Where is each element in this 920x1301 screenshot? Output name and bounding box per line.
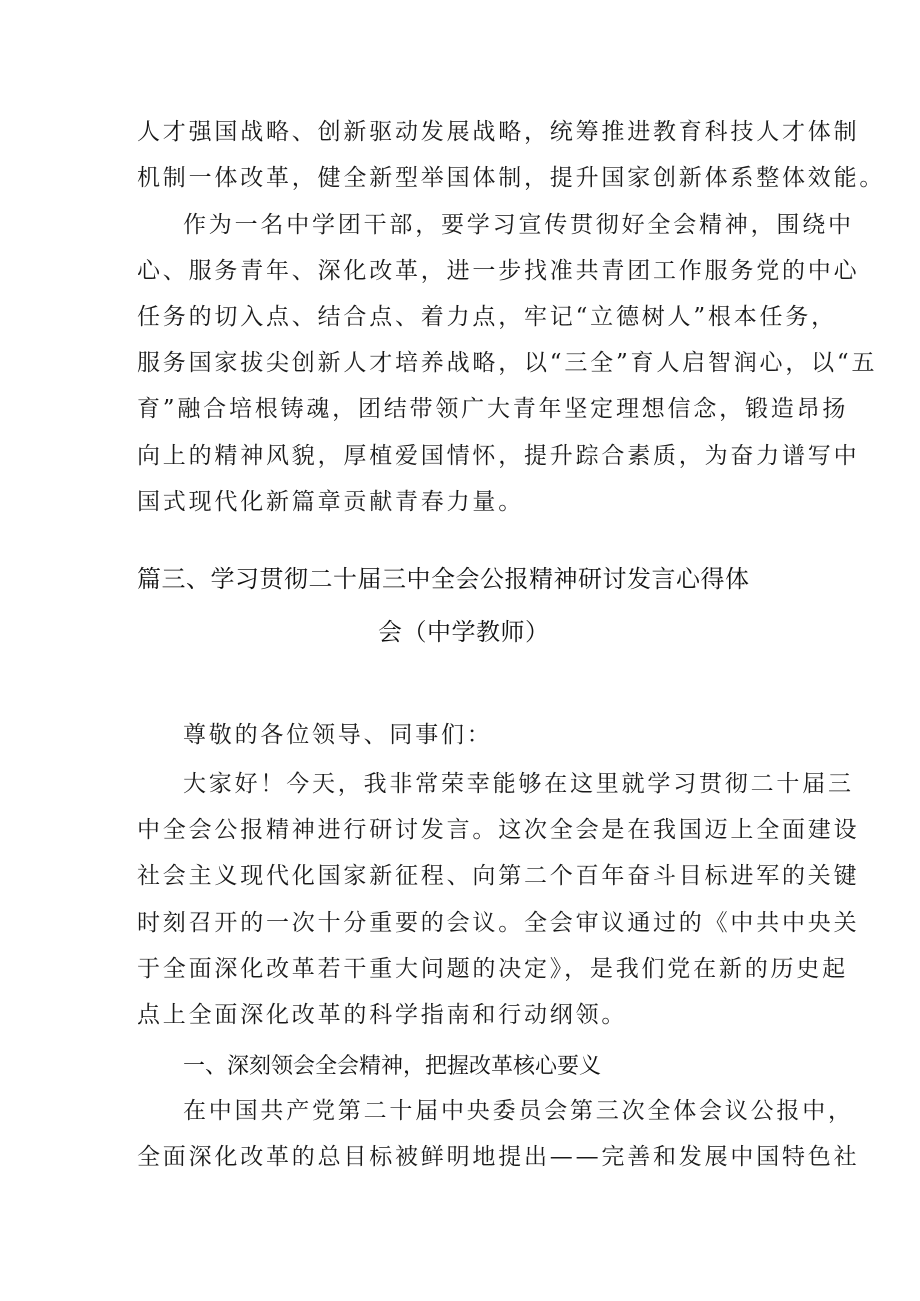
paragraph-line: 时刻召开的一次十分重要的会议。全会审议通过的《中共中央关	[137, 910, 860, 936]
paragraph-line: 中全会公报精神进行研讨发言。这次全会是在我国迈上全面建设	[137, 817, 860, 843]
paragraph-line: 于全面深化改革若干重大问题的决定》，是我们党在新的历史起	[137, 956, 848, 982]
paragraph-line: 国式现代化新篇章贡献青春力量。	[137, 489, 524, 515]
paragraph-line: 机制一体改革，健全新型举国体制，提升国家创新体系整体效能。	[137, 165, 886, 191]
paragraph-line: 服务国家拔尖创新人才培养战略，以“三全”育人启智润心，以“五	[137, 350, 878, 376]
paragraph-line: 大家好！今天，我非常荣幸能够在这里就学习贯彻二十届三	[183, 771, 854, 797]
paragraph-line: 心、服务青年、深化改革，进一步找准共青团工作服务党的中心	[137, 258, 860, 284]
salutation: 尊敬的各位领导、同事们：	[183, 722, 493, 748]
paragraph-line: 任务的切入点、结合点、着力点，牢记“立德树人”根本任务，	[137, 304, 837, 330]
paragraph-line: 全面深化改革的总目标被鲜明地提出——完善和发展中国特色社	[137, 1144, 860, 1170]
paragraph-line: 点上全面深化改革的科学指南和行动纲领。	[137, 1002, 628, 1028]
section-title-continuation: 会（中学教师）	[378, 618, 550, 646]
paragraph-line: 作为一名中学团干部，要学习宣传贯彻好全会精神，围绕中	[183, 212, 854, 238]
paragraph-line: 育”融合培根铸魂，团结带领广大青年坚定理想信念，锻造昂扬	[137, 396, 849, 422]
subheading: 一、深刻领会全会精神，把握改革核心要义	[183, 1054, 602, 1079]
paragraph-line: 向上的精神风貌，厚植爱国情怀，提升踪合素质，为奋力谱写中	[137, 443, 860, 469]
paragraph-line: 在中国共产党第二十届中央委员会第三次全体会议公报中，	[183, 1098, 854, 1124]
paragraph-line: 人才强国战略、创新驱动发展战略，统筹推进教育科技人才体制	[137, 119, 860, 145]
paragraph-line: 社会主义现代化国家新征程、向第二个百年奋斗目标进军的关键	[137, 863, 860, 889]
section-title: 篇三、学习贯彻二十届三中全会公报精神研讨发言心得体	[137, 565, 750, 593]
